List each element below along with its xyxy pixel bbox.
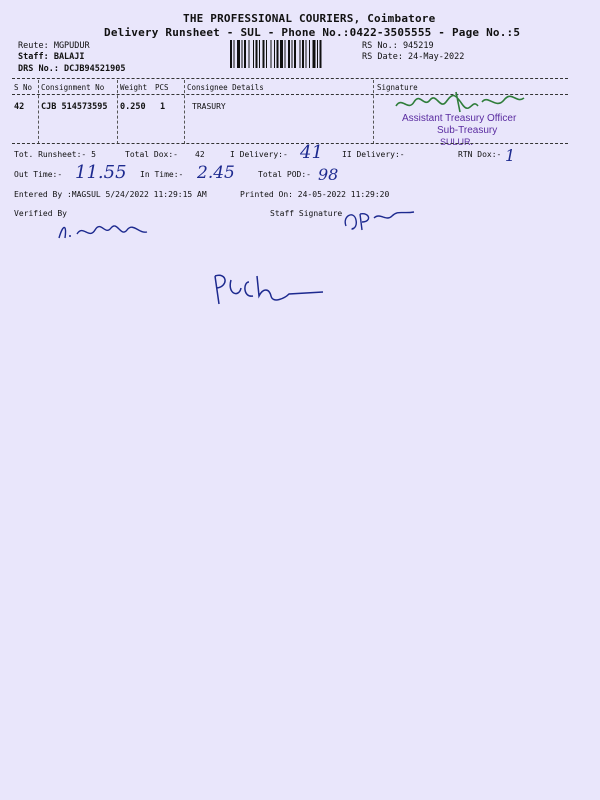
column-divider [38, 80, 39, 144]
staff-label: Staff: BALAJI [18, 52, 85, 62]
col-header-signature: Signature [377, 83, 418, 92]
col-header-weight: Weight [120, 83, 148, 92]
col-header-pcs: PCS [155, 83, 169, 92]
route-label: Reute: MGPUDUR [18, 41, 90, 51]
col-header-consignment: Consignment No [41, 83, 105, 92]
rtn-dox-label: RTN Dox:- [458, 150, 502, 159]
out-time-handwritten: 11.55 [75, 162, 127, 183]
stamp-line-3: SULUR. [440, 137, 474, 147]
column-divider [373, 80, 374, 144]
column-divider [117, 80, 118, 144]
column-divider [184, 80, 185, 144]
stamp-line-1: Assistant Treasury Officer [402, 113, 517, 124]
table-top-rule [12, 78, 568, 79]
staff-signature-label: Staff Signature [270, 209, 343, 218]
total-pod-label: Total POD:- [258, 170, 311, 179]
total-dox-label: Total Dox:- [125, 150, 178, 159]
handwritten-signature-image [205, 268, 330, 308]
row-pcs: 1 [160, 102, 166, 112]
row-consignment-no: CJB 514573595 [41, 102, 108, 112]
rs-date: RS Date: 24-May-2022 [362, 52, 465, 62]
runsheet-title: Delivery Runsheet - SUL - Phone No.:0422-3505555 - Page No.:5 [104, 26, 521, 39]
company-title: THE PROFESSIONAL COURIERS, Coimbatore [183, 12, 436, 25]
barcode-image [230, 40, 356, 68]
entered-by: Entered By :MAGSUL 5/24/2022 11:29:15 AM [14, 190, 207, 199]
col-header-sno: S No [14, 83, 33, 92]
total-dox-value: 42 [195, 150, 205, 159]
row-consignee: TRASURY [192, 102, 226, 111]
row-sno: 42 [14, 102, 25, 112]
rs-number: RS No.: 945219 [362, 41, 434, 51]
i-delivery-handwritten: 41 [300, 142, 323, 163]
verified-by-label: Verified By [14, 209, 67, 218]
col-header-consignee: Consignee Details [187, 83, 264, 92]
table-bottom-rule [12, 143, 568, 144]
total-pod-handwritten: 98 [318, 165, 339, 184]
in-time-handwritten: 2.45 [197, 163, 235, 183]
row-weight: 0.250 [120, 102, 146, 112]
rtn-dox-handwritten: 1 [505, 146, 516, 165]
staff-signature-image [340, 204, 420, 234]
out-time-label: Out Time:- [14, 170, 63, 179]
drs-number: DRS No.: DCJB94521905 [18, 64, 126, 74]
total-runsheet: Tot. Runsheet:- 5 [14, 150, 96, 159]
printed-on: Printed On: 24-05-2022 11:29:20 [240, 190, 390, 199]
i-delivery-label: I Delivery:- [230, 150, 288, 159]
in-time-label: In Time:- [140, 170, 184, 179]
ii-delivery-label: II Delivery:- [342, 150, 405, 159]
verified-signature-image [55, 218, 155, 244]
stamp-line-2: Sub-Treasury [437, 125, 498, 136]
